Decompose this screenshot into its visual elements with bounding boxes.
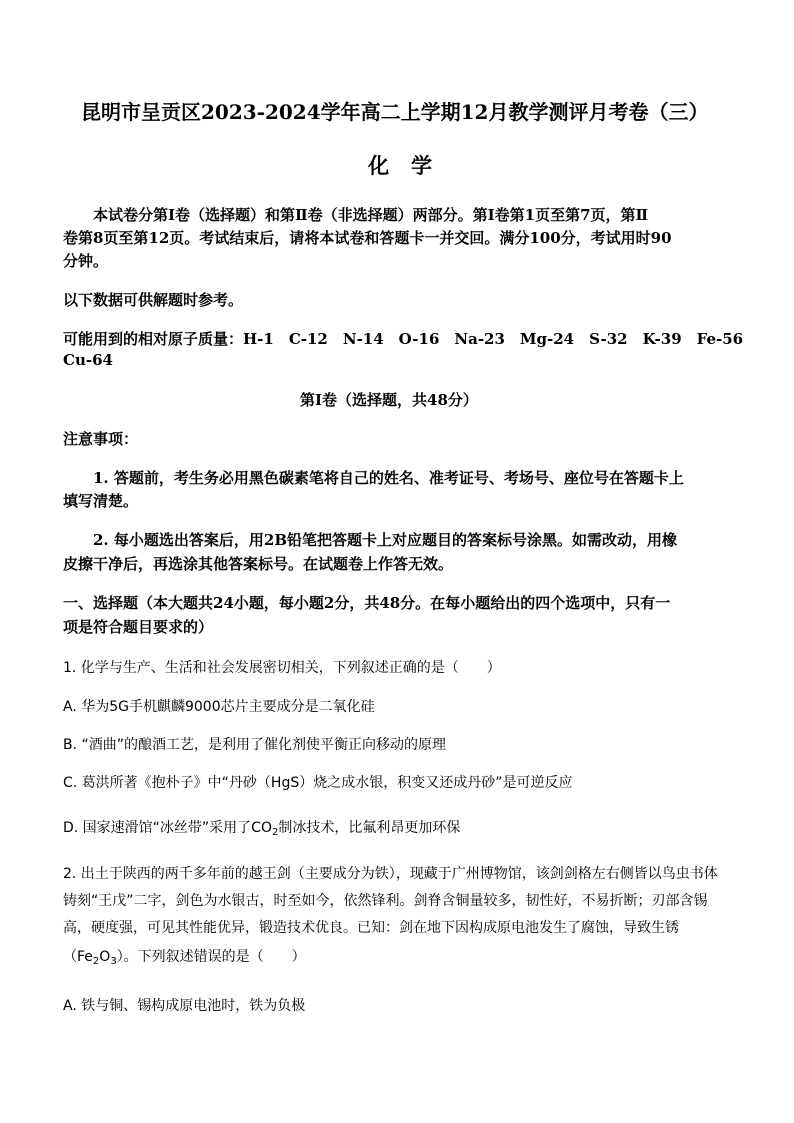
reference-note: 以下数据可供解题时参考。 [63, 291, 244, 309]
q2-text-mid: O [99, 949, 111, 965]
question-1-option-c: C. 葛洪所著《抱朴子》中“丹砂（HgS）烧之成水银，积变又还成丹砂”是可逆反应 [63, 775, 573, 791]
question-1-option-a: A. 华为5G手机麒麟9000芯片主要成分是二氧化硅 [63, 699, 375, 715]
question-2-option-a: A. 铁与铜、锡构成原电池时，铁为负极 [63, 998, 306, 1014]
note-1-line-2: 填写清楚。 [63, 492, 139, 510]
intro-line-3: 分钟。 [63, 252, 109, 270]
part-instruction-line-2: 项是符合题目要求的） [63, 618, 214, 636]
question-2-line-4 [63, 946, 306, 966]
question-1-option-d [63, 817, 460, 837]
option-d-text-post: 制冰技术，比氟利昂更加环保 [278, 820, 461, 836]
question-2-line-3: 高，硬度强，可见其性能优异，锻造技术优良。已知：剑在地下因构成原电池发生了腐蚀，导致生锈 [63, 920, 679, 936]
question-1-stem: 1. 化学与生产、生活和社会发展密切相关，下列叙述正确的是（ ） [63, 660, 501, 676]
section-heading: 第Ⅰ卷（选择题，共48分） [300, 391, 478, 409]
atomic-masses-line-1: 可能用到的相对原子质量：H-1 C-12 N-14 O-16 Na-23 Mg-24 S-32 K-39 Fe-56 [63, 330, 744, 348]
subscript: 2 [271, 827, 279, 838]
subscript: 3 [110, 956, 117, 967]
question-2-line-2: 铸刻“王戊”二字，剑色为水银古，时至如今，依然锋利。剑脊含铜量较多，韧性好，不易折断；刃部含锡 [63, 893, 708, 909]
question-1-option-b: B. “酒曲”的酿酒工艺，是利用了催化剂使平衡正向移动的原理 [63, 737, 447, 753]
exam-title: 昆明市呈贡区2023-2024学年高二上学期12月教学测评月考卷（三） [81, 100, 709, 124]
note-2-line-2: 皮擦干净后，再选涂其他答案标号。在试题卷上作答无效。 [63, 555, 454, 573]
notes-label: 注意事项： [63, 430, 139, 448]
note-2-line-1: 2. 每小题选出答案后，用2B铅笔把答题卡上对应题目的答案标号涂黑。如需改动，用橡 [93, 531, 678, 549]
part-instruction-line-1: 一、选择题（本大题共24小题，每小题2分，共48分。在每小题给出的四个选项中，只有一 [63, 594, 671, 612]
question-2-line-1: 2. 出土于陕西的两千多年前的越王剑（主要成分为铁），现藏于广州博物馆，该剑剑格左右侧皆以鸟虫书体 [63, 866, 718, 882]
intro-line-1: 本试卷分第Ⅰ卷（选择题）和第Ⅱ卷（非选择题）两部分。第Ⅰ卷第1页至第7页，第Ⅱ [93, 206, 649, 224]
atomic-masses-line-2: Cu-64 [63, 351, 113, 369]
option-d-text-pre: D. 国家速滑馆“冰丝带”采用了CO [63, 820, 272, 836]
intro-line-2: 卷第8页至第12页。考试结束后，请将本试卷和答题卡一并交回。满分100分，考试用时90 [63, 229, 672, 247]
note-1-line-1: 1. 答题前，考生务必用黑色碳素笔将自己的姓名、准考证号、考场号、座位号在答题卡上 [93, 469, 684, 487]
q2-text-post: ）。下列叙述错误的是（ ） [116, 949, 306, 965]
subscript: 2 [92, 956, 100, 967]
q2-text-pre: （Fe [63, 949, 93, 965]
subject-title: 化学 [368, 153, 454, 178]
